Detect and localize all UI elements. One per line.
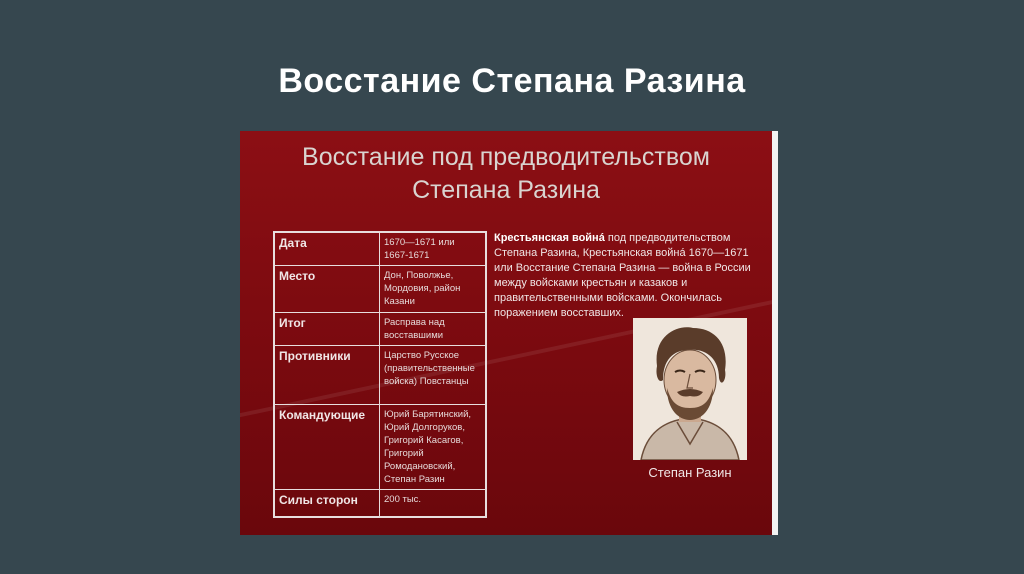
- table-row: [274, 313, 486, 346]
- row-value: Расправа над восставшими: [380, 313, 487, 346]
- row-value: Юрий Барятинский, Юрий Долгоруков, Григорий Касагов, Григорий Ромодановский, Степан Разин: [380, 405, 487, 490]
- portrait-image: [633, 318, 747, 460]
- row-key: Командующие: [274, 405, 380, 490]
- table-row: [274, 346, 486, 405]
- table-row: [274, 232, 486, 266]
- picture-edge: [772, 131, 778, 535]
- row-key: Дата: [274, 232, 380, 266]
- row-key: Итог: [274, 313, 380, 346]
- picture-heading-line-1: Восстание под предводительством: [302, 143, 710, 171]
- row-key: Место: [274, 266, 380, 313]
- info-table: [273, 231, 487, 518]
- description-text: [494, 231, 766, 321]
- picture-heading: [240, 141, 772, 207]
- table-row: [274, 405, 486, 490]
- row-key: Противники: [274, 346, 380, 405]
- table-row: [274, 266, 486, 313]
- row-value: Дон, Поволжье, Мордовия, район Казани: [380, 266, 487, 313]
- portrait-caption: Степан Разин: [648, 465, 732, 480]
- row-value: Царство Русское (правительственные войска) Повстанцы: [380, 346, 487, 405]
- portrait-drawing: [633, 318, 747, 460]
- row-value: 200 тыс.: [380, 490, 487, 518]
- picture-heading-line-2: Степана Разина: [412, 176, 600, 204]
- row-value: 1670—1671 или 1667-1671: [380, 232, 487, 266]
- table-row: [274, 490, 486, 518]
- description-bold: Крестьянская войнá: [494, 232, 605, 244]
- slide-picture: [240, 131, 778, 535]
- slide-title: Восстание Степана Разина: [278, 62, 746, 100]
- row-key: Силы сторон: [274, 490, 380, 518]
- description-body: под предводительством Степана Разина, Крестьянская войнá 1670—1671 или Восстание Степана Разина — война в России между войсками крестьян и казаков и правительственными войсками. Окончилась поражением восставших.: [494, 232, 751, 319]
